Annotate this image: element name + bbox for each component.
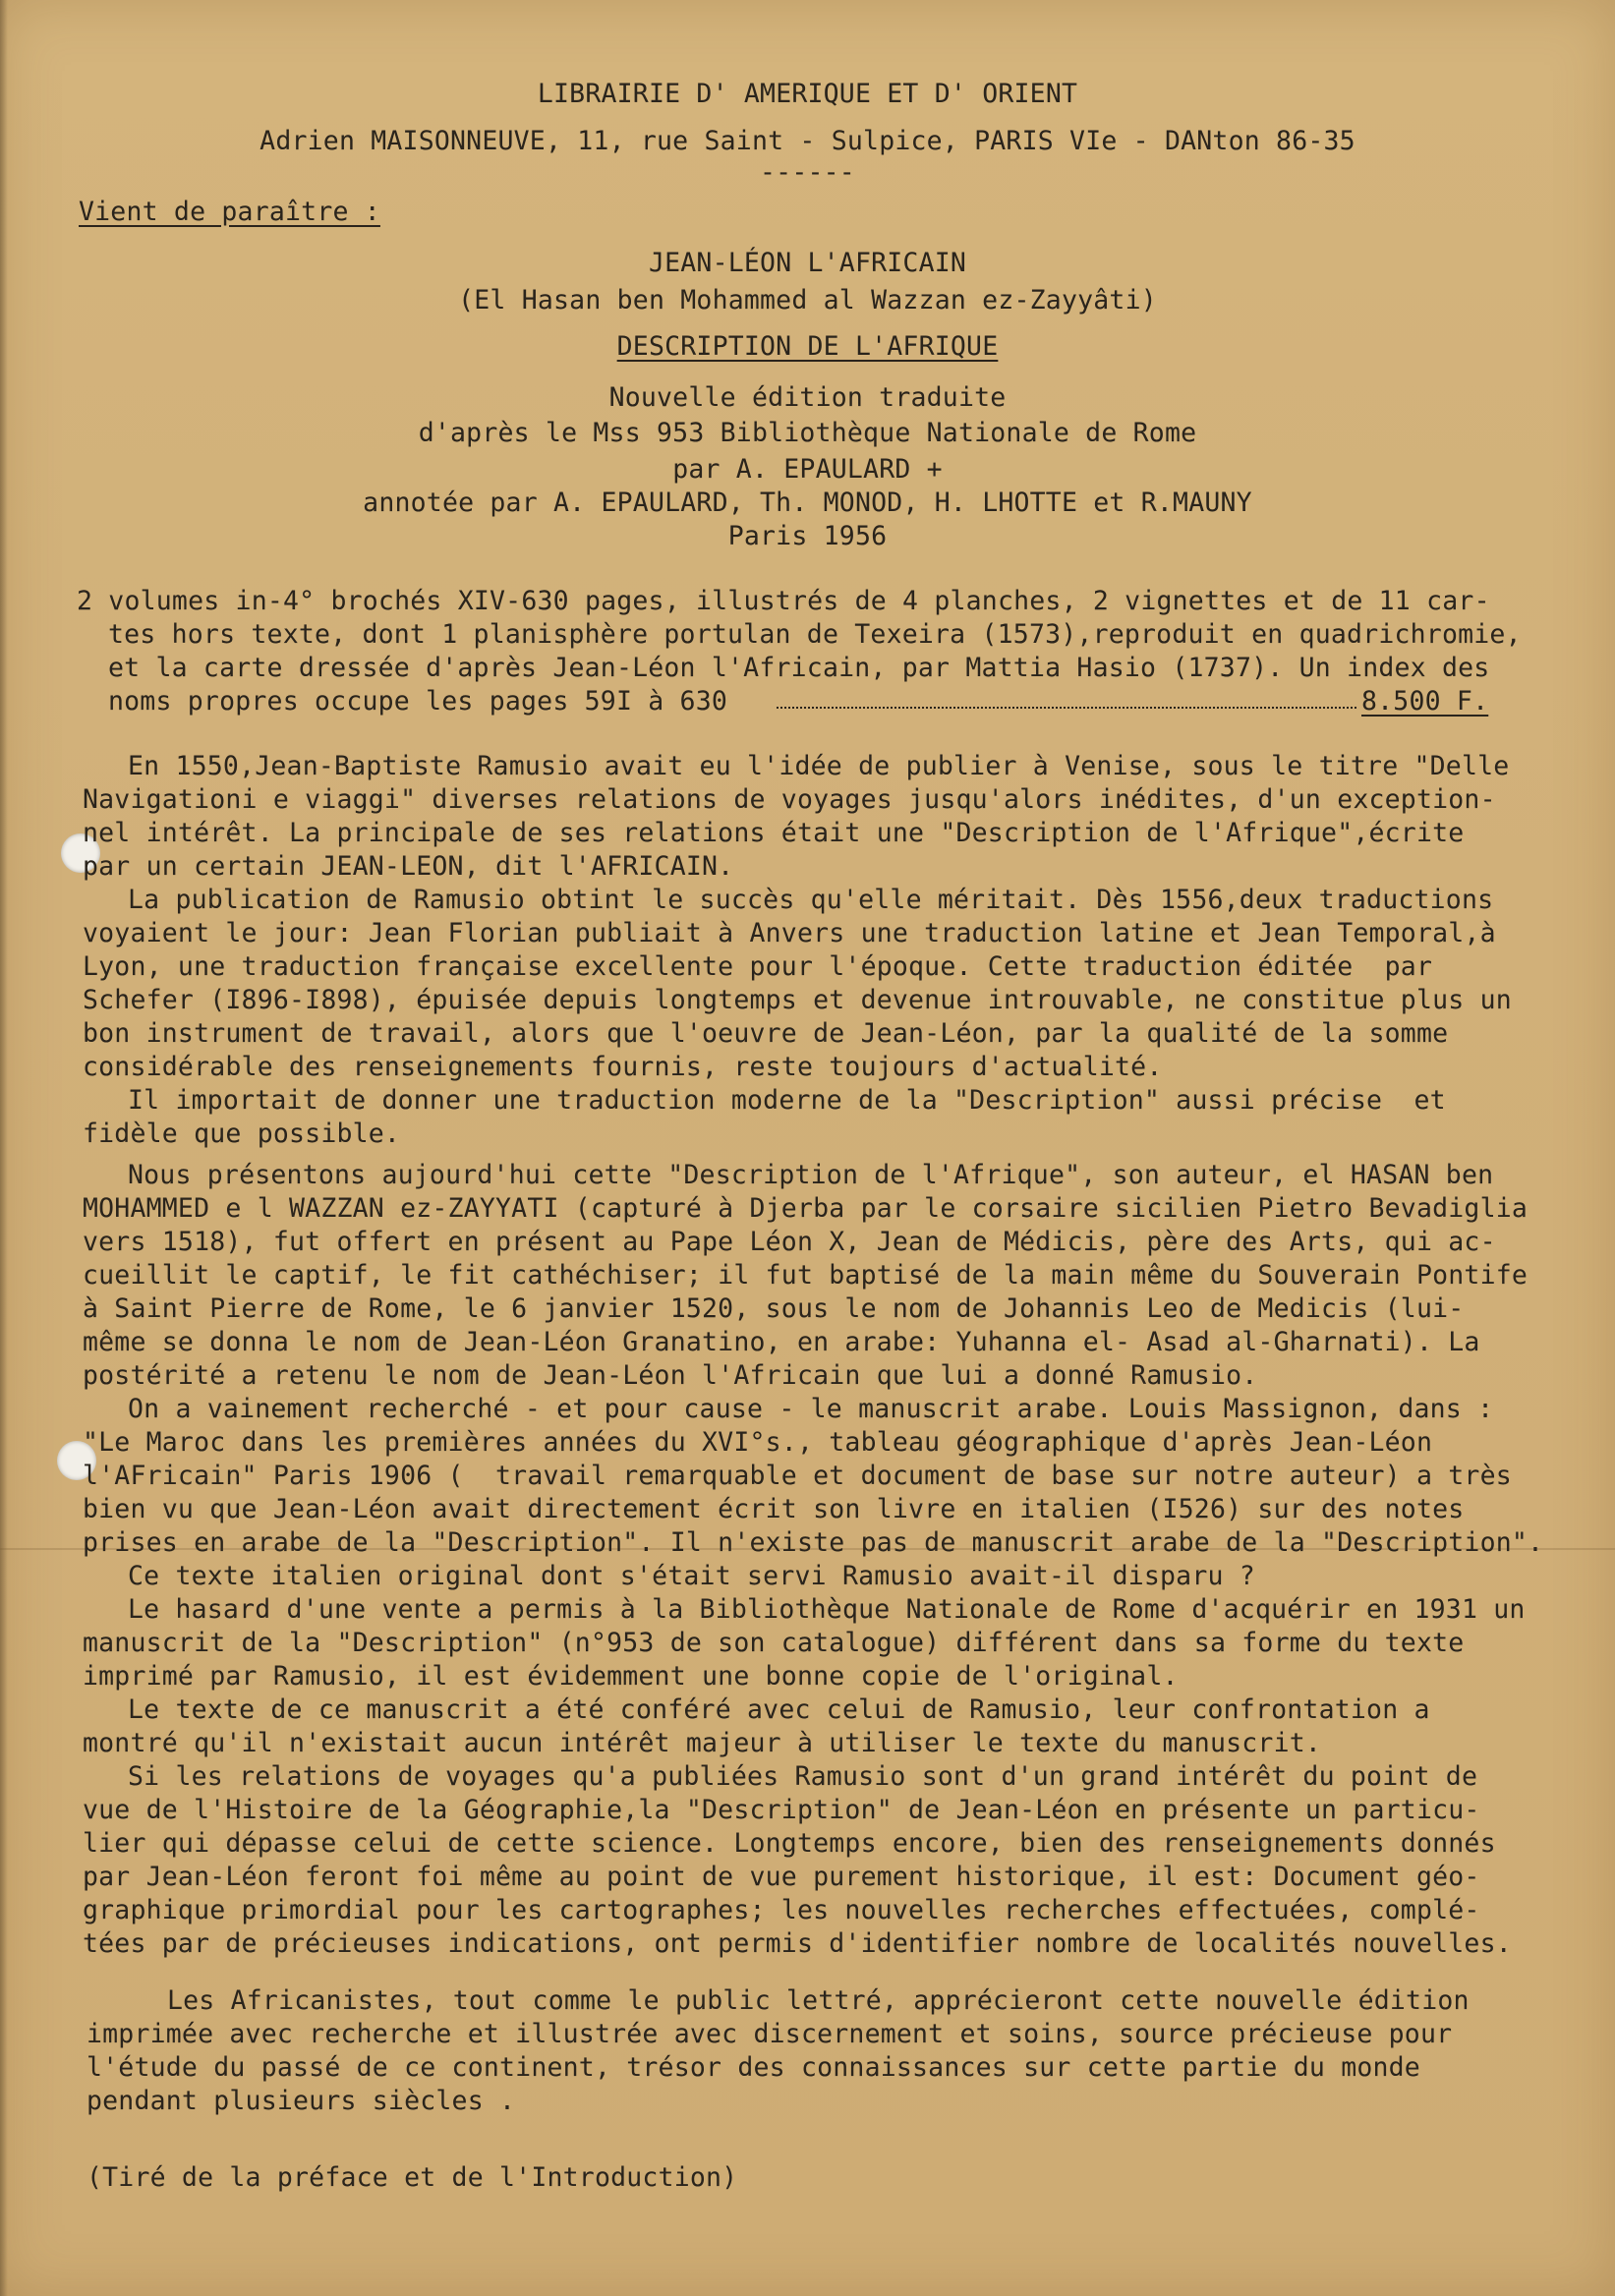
body-line: On a vainement recherché - et pour cause - le manuscrit arabe. Louis Massignon, dans : bbox=[128, 1394, 1494, 1424]
body-line: Le hasard d'une vente a permis à la Bibliothèque Nationale de Rome d'acquérir en 1931 un bbox=[128, 1594, 1526, 1625]
body-line: même se donna le nom de Jean-Léon Granatino, en arabe: Yuhanna el- Asad al-Gharnati). La bbox=[83, 1327, 1480, 1357]
specs-line: et la carte dressée d'après Jean-Léon l'Africain, par Mattia Hasio (1737). Un index des bbox=[108, 653, 1490, 683]
body-line: par un certain JEAN-LEON, dit l'AFRICAIN. bbox=[83, 851, 734, 882]
body-line: considérable des renseignements fournis, reste toujours d'actualité. bbox=[83, 1052, 1163, 1082]
book-annotators: annotée par A. EPAULARD, Th. MONOD, H. LHOTTE et R.MAUNY bbox=[363, 488, 1252, 518]
body-line: Les Africanistes, tout comme le public lettré, apprécieront cette nouvelle édition bbox=[167, 1985, 1470, 2016]
body-line: Il importait de donner une traduction moderne de la "Description" aussi précise et bbox=[128, 1085, 1446, 1116]
header-dashes: ------ bbox=[760, 157, 855, 188]
body-line: "Le Maroc dans les premières années du XVI°s., tableau géographique d'après Jean-Léon bbox=[83, 1427, 1433, 1458]
footer-note: (Tiré de la préface et de l'Introduction) bbox=[87, 2162, 738, 2193]
book-translator: par A. EPAULARD + bbox=[672, 454, 943, 485]
body-line: En 1550,Jean-Baptiste Ramusio avait eu l'idée de publier à Venise, sous le titre "Delle bbox=[128, 751, 1510, 781]
body-line: manuscrit de la "Description" (n°953 de son catalogue) différent dans sa forme du texte bbox=[83, 1628, 1465, 1658]
body-line: fidèle que possible. bbox=[83, 1119, 401, 1149]
body-line: montré qu'il n'existait aucun intérêt majeur à utiliser le texte du manuscrit. bbox=[83, 1728, 1322, 1758]
book-edition: Nouvelle édition traduite bbox=[608, 382, 1007, 413]
book-title: DESCRIPTION DE L'AFRIQUE bbox=[616, 331, 999, 362]
body-line: imprimé par Ramusio, il est évidemment une bonne copie de l'original. bbox=[83, 1661, 1179, 1692]
body-line: graphique primordial pour les cartographes; les nouvelles recherches effectuées, complé- bbox=[83, 1895, 1480, 1925]
body-line: par Jean-Léon feront foi même au point de vue purement historique, il est: Document géo- bbox=[83, 1862, 1480, 1892]
body-line: vers 1518), fut offert en présent au Pape Léon X, Jean de Médicis, père des Arts, qui ac- bbox=[83, 1227, 1496, 1257]
body-line: tées par de précieuses indications, ont permis d'identifier nombre de localités nouvelles. bbox=[83, 1928, 1512, 1959]
body-line: Lyon, une traduction française excellente pour l'époque. Cette traduction éditée par bbox=[83, 951, 1433, 982]
body-line: cueillit le captif, le fit cathéchiser; il fut baptisé de la main même du Souverain Pontife bbox=[83, 1260, 1528, 1291]
book-author: JEAN-LÉON L'AFRICAIN bbox=[648, 248, 967, 278]
intro-label: Vient de paraître : bbox=[79, 197, 380, 227]
body-line: voyaient le jour: Jean Florian publiait à Anvers une traduction latine et Jean Temporal,à bbox=[83, 918, 1496, 948]
body-line: lier qui dépasse celui de cette science. Longtemps encore, bien des renseignements donnés bbox=[83, 1828, 1496, 1859]
body-line: Schefer (I896-I898), épuisée depuis longtemps et devenue introuvable, ne constitue plus un bbox=[83, 985, 1512, 1015]
price-leader-dots bbox=[777, 707, 1356, 709]
body-line: MOHAMMED e l WAZZAN ez-ZAYYATI (capturé à Djerba par le corsaire sicilien Pietro Bevadiglia bbox=[83, 1193, 1528, 1224]
body-line: La publication de Ramusio obtint le succès qu'elle méritait. Dès 1556,deux traductions bbox=[128, 885, 1494, 915]
book-place-year: Paris 1956 bbox=[727, 521, 888, 551]
body-line: Le texte de ce manuscrit a été conféré avec celui de Ramusio, leur confrontation a bbox=[128, 1694, 1430, 1725]
body-line: imprimée avec recherche et illustrée avec discernement et soins, source précieuse pour bbox=[87, 2019, 1453, 2049]
body-line: l'étude du passé de ce continent, trésor des connaissances sur cette partie du monde bbox=[87, 2052, 1420, 2083]
body-line: vue de l'Histoire de la Géographie,la "Description" de Jean-Léon en présente un particu- bbox=[83, 1795, 1480, 1825]
price: 8.500 F. bbox=[1361, 686, 1489, 717]
book-source: d'après le Mss 953 Bibliothèque Nationale de Rome bbox=[418, 418, 1197, 448]
body-line: bien vu que Jean-Léon avait directement écrit son livre en italien (I526) sur des notes bbox=[83, 1494, 1465, 1524]
specs-line: tes hors texte, dont 1 planisphère portulan de Texeira (1573),reproduit en quadrichromie, bbox=[108, 619, 1522, 650]
body-line: Si les relations de voyages qu'a publiées Ramusio sont d'un grand intérêt du point de bbox=[128, 1761, 1478, 1792]
body-line: Navigationi e viaggi" diverses relations de voyages jusqu'alors inédites, d'un exception- bbox=[83, 784, 1496, 815]
body-line: postérité a retenu le nom de Jean-Léon l'Africain que lui a donné Ramusio. bbox=[83, 1360, 1258, 1391]
body-line: l'AFricain" Paris 1906 ( travail remarquable et document de base sur notre auteur) a très bbox=[83, 1461, 1512, 1491]
header-bookshop-name: LIBRAIRIE D' AMERIQUE ET D' ORIENT bbox=[537, 79, 1078, 109]
specs-line: noms propres occupe les pages 59I à 630 bbox=[108, 686, 728, 717]
body-line: Ce texte italien original dont s'était servi Ramusio avait-il disparu ? bbox=[128, 1561, 1255, 1591]
body-line: bon instrument de travail, alors que l'oeuvre de Jean-Léon, par la qualité de la somme bbox=[83, 1018, 1449, 1049]
body-line: prises en arabe de la "Description". Il n'existe pas de manuscrit arabe de la "Description". bbox=[83, 1527, 1544, 1558]
body-line: à Saint Pierre de Rome, le 6 janvier 1520, sous le nom de Johannis Leo de Medicis (lui- bbox=[83, 1293, 1465, 1324]
body-line: Nous présentons aujourd'hui cette "Description de l'Afrique", son auteur, el HASAN ben bbox=[128, 1160, 1494, 1190]
book-author-full: (El Hasan ben Mohammed al Wazzan ez-Zayyâti) bbox=[458, 285, 1157, 316]
body-line: pendant plusieurs siècles . bbox=[87, 2086, 516, 2116]
header-address: Adrien MAISONNEUVE, 11, rue Saint - Sulpice, PARIS VIe - DANton 86-35 bbox=[260, 126, 1355, 156]
body-line: nel intérêt. La principale de ses relations était une "Description de l'Afrique",écrite bbox=[83, 818, 1465, 848]
specs-line: 2 volumes in-4° brochés XIV-630 pages, illustrés de 4 planches, 2 vignettes et de 11 car- bbox=[77, 586, 1490, 616]
